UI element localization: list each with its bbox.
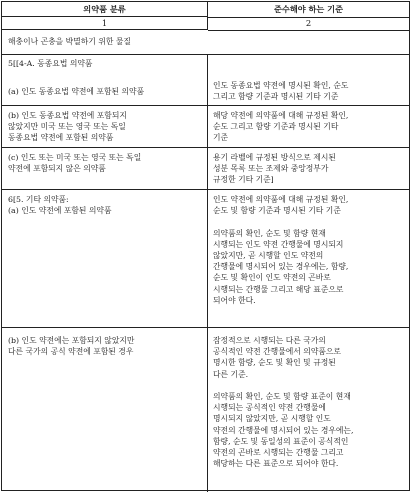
section-4a-homeopathic: 5[[4-A. 동종요법 의약품 bbox=[8, 59, 93, 68]
row-divider bbox=[2, 105, 409, 106]
row-divider bbox=[2, 189, 409, 190]
row-5a-standard: 인도 약전에 의약품에 대해 규정된 확인, 순도 및 함량 기준과 명시된 기타 기준 의약품의 확인, 순도 및 함량 현재 시행되는 인도 약전 간행물에 명시되지 않았지만, 곧 시행할 인도 약전의 간행물에 명시되어 있는 경우에는, 함량, 순도 및 확인이 인도 약전의 곤바로 시행되는 간행물 그리고 해당 표준으로 되어야 한다. bbox=[213, 195, 349, 305]
column-header-standards: 준수해야 하는 기준 bbox=[208, 2, 409, 18]
standards-table bbox=[1, 1, 410, 491]
row-5a-category: 6[5. 기타 의약품: (a) 인도 약전에 포함된 의약품 bbox=[8, 195, 112, 216]
row-c-category: (c) 인도 또는 미국 또는 영국 또는 독일 약전에 포함되지 않은 의약품 bbox=[8, 153, 142, 174]
column-number-1: 1 bbox=[2, 17, 208, 30]
row-divider bbox=[2, 147, 409, 148]
column-divider bbox=[207, 55, 208, 492]
column-header-drug-category: 의약품 분류 bbox=[2, 2, 208, 17]
row-a-standard: 인도 동종요법 약전에 명시된 확인, 순도 그리고 함량 기준과 명시된 기타 기준 bbox=[213, 81, 349, 102]
section-insect-substances: 해충이나 곤충을 박멸하기 위한 물질 bbox=[8, 37, 131, 46]
row-5b-category: (b) 인도 약전에는 포함되지 않았지만 다른 국가의 공식 약전에 포함된 경우 bbox=[8, 336, 135, 357]
row-divider bbox=[2, 54, 409, 55]
row-divider bbox=[2, 327, 409, 328]
row-c-standard: 용기 라벨에 규정된 방식으로 제시된 성분 목록 또는 조제와 중앙정부가 규정한 기타 기준] bbox=[213, 153, 336, 185]
row-5b-standard: 잠정적으로 시행되는 다른 국가의 공식적인 약전 간행물에서 의약품으로 명시한 함량, 순도 및 확인 및 규정된 다른 기준. 의약품의 확인, 순도 및 함량 표준이 현재 시행되는 공식적인 약전 간행물에 명시되지 않았지만, 곧 시행할 인도 약전의 간행물에 명시되어 있는 경우에는, 함량, 순도 및 동일성의 표준이 공식적인 약전의 곤바로 시행되는 간행물 그리고 해당하는 다른 표준으로 되어야 한다. bbox=[213, 336, 354, 469]
row-b-category: (b) 인도 동종요법 약전에 포함되지 않았지만 미국 또는 영국 또는 독일 동종요법 약전에 포함된 의약품 bbox=[8, 111, 127, 143]
row-a-category: (a) 인도 동종요법 약전에 포함된 의약품 bbox=[8, 87, 145, 96]
row-b-standard: 해당 약전에 의약품에 대해 규정된 확인, 순도 그리고 함량 기준과 명시된 기타 기준 bbox=[213, 111, 349, 143]
column-number-2: 2 bbox=[208, 17, 409, 31]
